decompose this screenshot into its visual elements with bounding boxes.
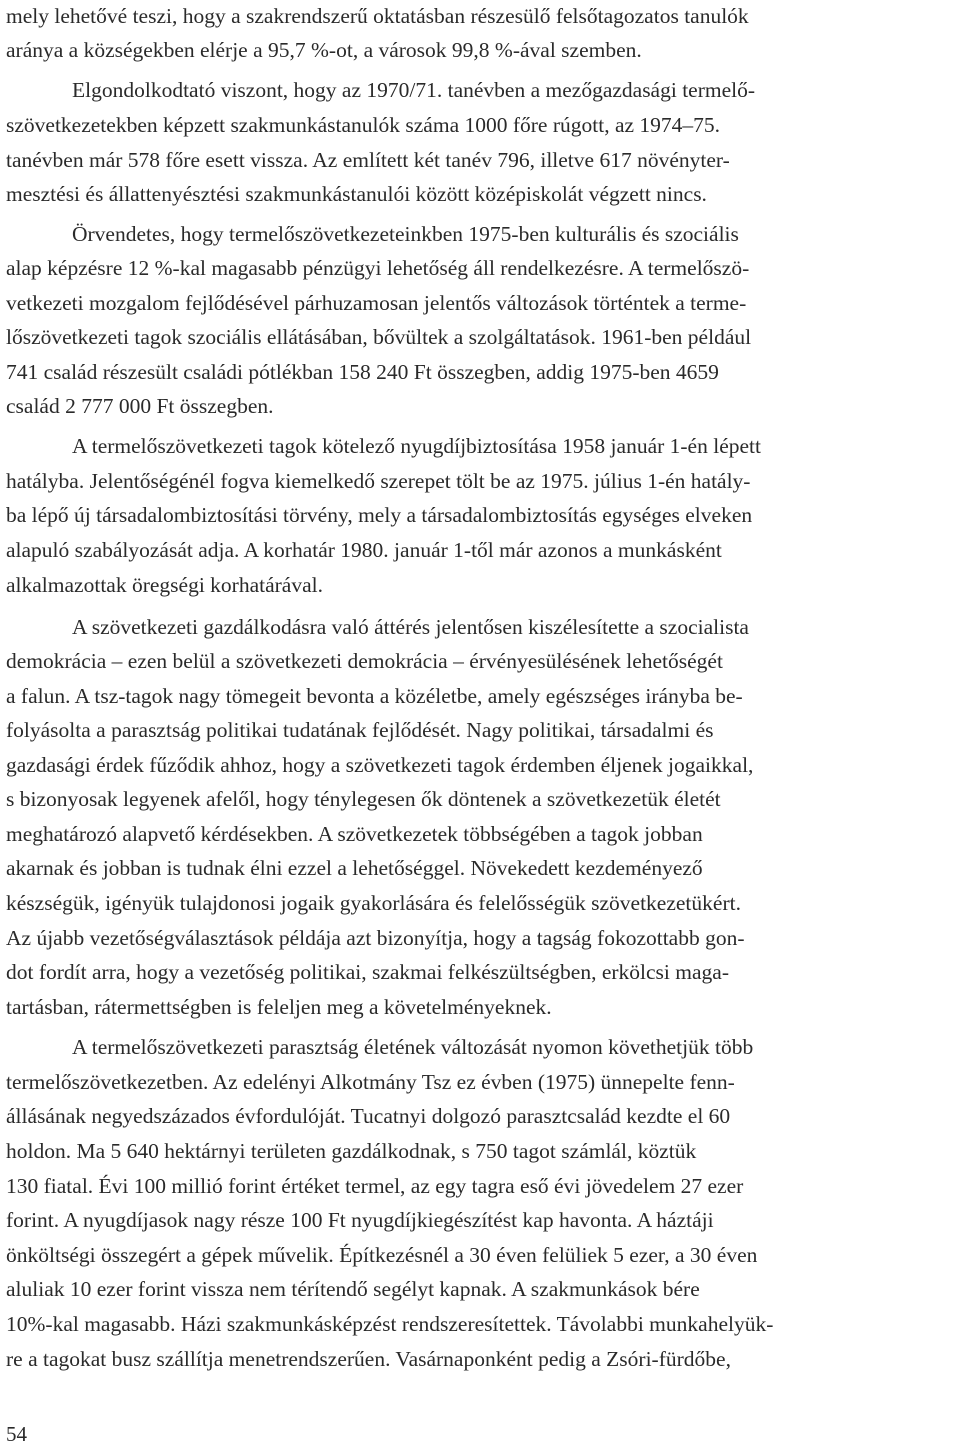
text-line: a falun. A tsz-tagok nagy tömegeit bevonta a közéletbe, amely egészséges irányba be- xyxy=(6,684,743,708)
text-line: A termelőszövetkezeti parasztság életének változását nyomon követhetjük több xyxy=(72,1035,754,1059)
text-line: alap képzésre 12 %-kal magasabb pénzügyi lehetőség áll rendelkezésre. A termelőszö- xyxy=(6,256,750,280)
text-line: aluliak 10 ezer forint vissza nem térítendő segélyt kapnak. A szakmunkások bére xyxy=(6,1277,700,1301)
text-line: Elgondolkodtató viszont, hogy az 1970/71. tanévben a mezőgazdasági termelő- xyxy=(72,78,756,102)
text-line: re a tagokat busz szállítja menetrendszerűen. Vasárnaponként pedig a Zsóri-fürdőbe, xyxy=(6,1347,731,1371)
text-line: demokrácia – ezen belül a szövetkezeti demokrácia – érvényesülésének lehetőségét xyxy=(6,649,723,673)
text-line: termelőszövetkezetben. Az edelényi Alkotmány Tsz ez évben (1975) ünnepelte fenn- xyxy=(6,1070,735,1094)
text-line: 130 fiatal. Évi 100 millió forint értéket termel, az egy tagra eső évi jövedelem 27 ezer xyxy=(6,1174,744,1198)
text-line: gazdasági érdek fűződik ahhoz, hogy a szövetkezeti tagok érdemben éljenek jogaikkal, xyxy=(6,753,754,777)
text-line: állásának negyedszázados évfordulóját. Tucatnyi dolgozó parasztcsalád kezdte el 60 xyxy=(6,1104,731,1128)
text-line: alkalmazottak öregségi korhatárával. xyxy=(6,573,323,597)
text-line: tanévben már 578 főre esett vissza. Az említett két tanév 796, illetve 617 növényter- xyxy=(6,148,730,172)
text-line: önköltségi összegért a gépek művelik. Építkezésnél a 30 éven felüliek 5 ezer, a 30 éven xyxy=(6,1243,758,1267)
text-line: meghatározó alapvető kérdésekben. A szövetkezetek többségében a tagok jobban xyxy=(6,822,703,846)
text-line: 10%-kal magasabb. Házi szakmunkásképzést rendszeresítettek. Távolabbi munkahelyük- xyxy=(6,1312,774,1336)
text-line: Örvendetes, hogy termelőszövetkezeteinkben 1975-ben kulturális és szociális xyxy=(72,222,739,246)
text-line: szövetkezetekben képzett szakmunkástanulók száma 1000 főre rúgott, az 1974–75. xyxy=(6,113,721,137)
text-line: mesztési és állattenyésztési szakmunkástanulói között középiskolát végzett nincs. xyxy=(6,182,707,206)
text-line: hatályba. Jelentőségénél fogva kiemelkedő szerepet tölt be az 1975. július 1-én hatály- xyxy=(6,469,751,493)
text-line: vetkezeti mozgalom fejlődésével párhuzamosan jelentős változások történtek a terme- xyxy=(6,291,747,315)
text-line: mely lehetővé teszi, hogy a szakrendszerű oktatásban részesülő felsőtagozatos tanulók xyxy=(6,4,749,28)
text-line: tartásban, rátermettségben is feleljen meg a követelményeknek. xyxy=(6,995,552,1019)
text-line: A termelőszövetkezeti tagok kötelező nyugdíjbiztosítása 1958 január 1-én lépett xyxy=(72,434,761,458)
text-line: A szövetkezeti gazdálkodásra való áttérés jelentősen kiszélesítette a szocialista xyxy=(72,615,749,639)
text-line: akarnak és jobban is tudnak élni ezzel a lehetőséggel. Növekedett kezdeményező xyxy=(6,856,703,880)
text-line: ba lépő új társadalombiztosítási törvény, mely a társadalombiztosítás egységes elveken xyxy=(6,503,753,527)
text-line: holdon. Ma 5 640 hektárnyi területen gazdálkodnak, s 750 tagot számlál, köztük xyxy=(6,1139,697,1163)
text-line: készségük, igényük tulajdonosi jogaik gyakorlására és felelősségük szövetkezetükért. xyxy=(6,891,741,915)
page-number: 54 xyxy=(6,1422,27,1446)
text-line: s bizonyosak legyenek afelől, hogy ténylegesen ők döntenek a szövetkezetük életét xyxy=(6,787,721,811)
text-line: folyásolta a parasztság politikai tudatának fejlődését. Nagy politikai, társadalmi és xyxy=(6,718,714,742)
text-line: forint. A nyugdíjasok nagy része 100 Ft nyugdíjkiegészítést kap havonta. A háztáji xyxy=(6,1208,714,1232)
text-line: Az újabb vezetőségválasztások példája azt bizonyítja, hogy a tagság fokozottabb gon- xyxy=(6,926,745,950)
text-line: család 2 777 000 Ft összegben. xyxy=(6,394,274,418)
text-line: dot fordít arra, hogy a vezetőség politikai, szakmai felkészültségben, erkölcsi maga- xyxy=(6,960,729,984)
text-line: aránya a községekben elérje a 95,7 %-ot, a városok 99,8 %-ával szemben. xyxy=(6,38,642,62)
text-line: lőszövetkezeti tagok szociális ellátásában, bővültek a szolgáltatások. 1961-ben például xyxy=(6,325,752,349)
text-line: alapuló szabályozását adja. A korhatár 1980. január 1-től már azonos a munkásként xyxy=(6,538,722,562)
text-line: 741 család részesült családi pótlékban 158 240 Ft összegben, addig 1975-ben 4659 xyxy=(6,360,719,384)
